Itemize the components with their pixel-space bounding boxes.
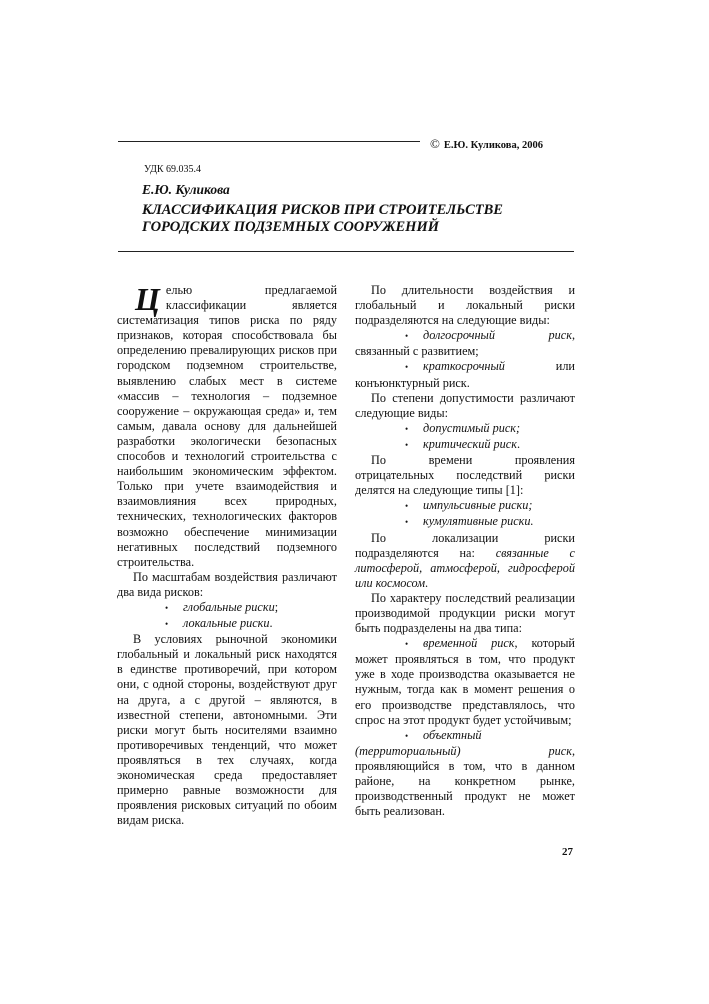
bullet-icon: •: [165, 619, 169, 630]
paragraph: По степени допустимости различают следующие виды:: [355, 390, 575, 420]
left-column: [117, 283, 337, 828]
title-rule: [118, 251, 574, 252]
bullet-item: • импульсивные риски;: [355, 498, 575, 514]
bullet-item: • локальные риски.: [117, 616, 337, 632]
bullet-icon: •: [405, 439, 409, 450]
article-author: Е.Ю. Куликова: [142, 182, 230, 197]
paragraph: По времени проявления отрицательных последствий риски делятся на следующие типы [1]:: [355, 453, 575, 498]
paragraph: По масштабам воздействия различают два вида рисков:: [117, 569, 337, 599]
paragraph: По характеру последствий реализации производимой продукции риски могут быть подразделены на два типа:: [355, 590, 575, 636]
title-line-1: КЛАССИФИКАЦИЯ РИСКОВ ПРИ СТРОИТЕЛЬСТВЕ: [142, 202, 503, 218]
paragraph: По длительности воздействия и глобальный и локальный риски подразделяются на следующие виды:: [355, 283, 575, 328]
bullet-icon: •: [405, 362, 409, 373]
header-rule: [118, 141, 420, 142]
bullet-icon: •: [165, 602, 169, 613]
bullet-icon: •: [405, 639, 409, 650]
article-title: [142, 202, 503, 236]
title-line-2: ГОРОДСКИХ ПОДЗЕМНЫХ СООРУЖЕНИЙ: [142, 219, 440, 235]
bullet-item: • краткосрочный или конъюнктурный риск.: [355, 359, 575, 390]
bullet-icon: •: [405, 423, 409, 434]
bullet-item: • кумулятивные риски.: [355, 514, 575, 530]
bullet-item: • долгосрочный риск, связанный с развитием;: [355, 328, 575, 359]
drop-cap: Ц: [135, 281, 160, 317]
bullet-item: • объектный (территориальный) риск, проявляющийся в том, что в данном районе, на конкретном рынке, производственный продукт не может быть реализован.: [355, 727, 575, 819]
bullet-icon: •: [405, 501, 409, 512]
bullet-item: • критический риск.: [355, 437, 575, 453]
bullet-item: • глобальные риски;: [117, 600, 337, 616]
bullet-item: • временной риск, который может проявляться в том, что продукт уже в ходе производства оказывается не нужным, тогда как в момент решения о его производстве представлялось, что спрос на этот продукт будет устойчивым;: [355, 636, 575, 727]
page-number: 27: [562, 846, 573, 858]
copyright-text: Е.Ю. Куликова, 2006: [443, 140, 543, 151]
right-column: [355, 283, 575, 819]
bullet-icon: •: [405, 730, 409, 741]
copyright-line: [430, 136, 543, 152]
intro-paragraph: Целью предлагаемой классификации является систематизация типов риска по ряду признаков, которая способствовала бы определению превалирующих рисков при городском подземном строительстве, выявлению слабых мест в системе «массив – технология – подземное сооружение – окружающая среда» и, тем самым, давала основу для дальнейшей разработки экологически безопасных способов и технологий строительства с наибольшим экономическим эффектом. Только при учете взаимодействия и взаимовлияния всех природных, технических, технологических факторов возможно обеспечение минимизации негативных последствий подземного строительства.: [117, 281, 337, 569]
bullet-item: • допустимый риск;: [355, 421, 575, 437]
paragraph: По локализации риски подразделяются на: связанные с литосферой, атмосферой, гидросферой или космосом.: [355, 530, 575, 590]
bullet-icon: •: [405, 331, 409, 342]
copyright-symbol: ©: [430, 136, 440, 151]
bullet-icon: •: [405, 517, 409, 528]
paragraph: В условиях рыночной экономики глобальный и локальный риск находятся в единстве противоречий, при котором они, с одной стороны, воздействуют друг на друга, а с другой – являются, в известной степени, автономными. Эти риски могут быть носителями взаимно противоречивых тенденций, что может проявляться в тех случаях, когда экономическая среда предоставляет примерно равные возможности для проявления рисковых ситуаций по обоим видам риска.: [117, 632, 337, 828]
udk-code: УДК 69.035.4: [144, 164, 202, 175]
